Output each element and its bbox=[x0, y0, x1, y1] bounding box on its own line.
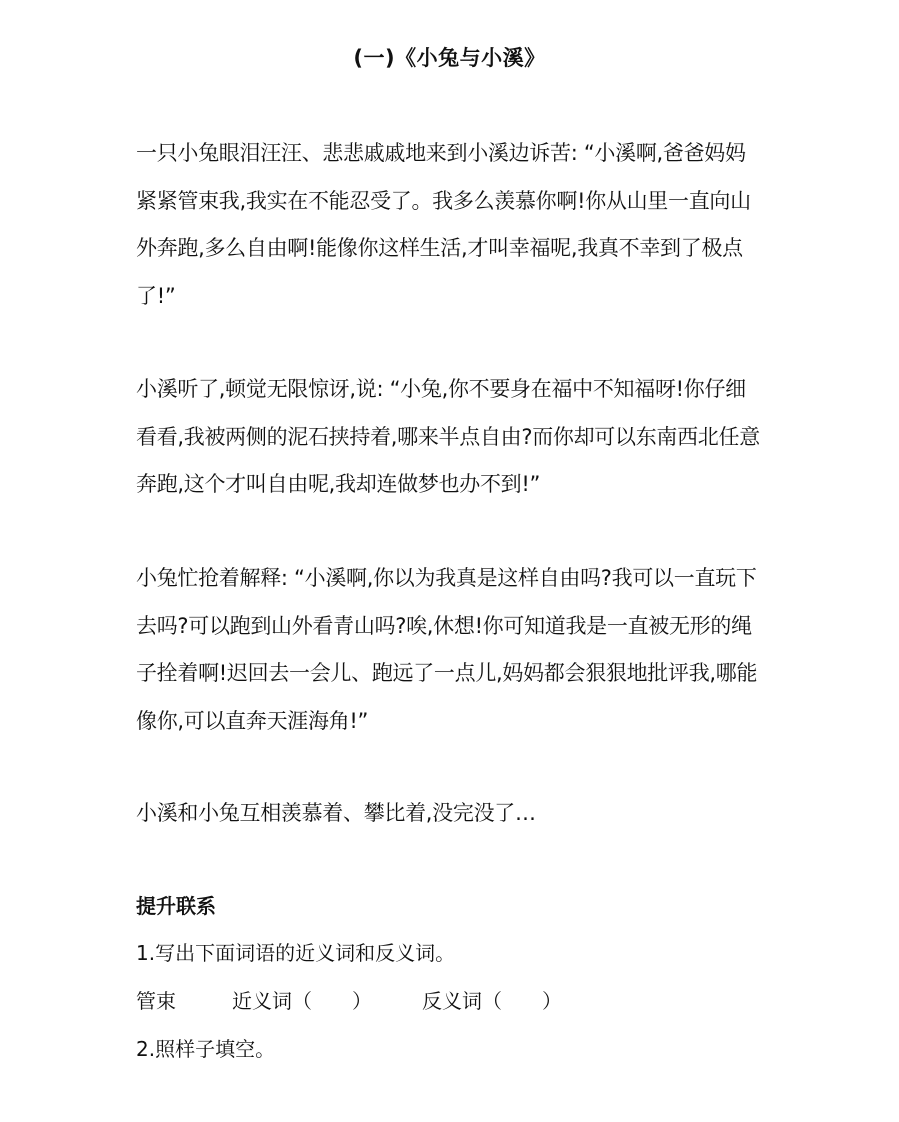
page-title: (一)《小兔与小溪》 bbox=[353, 46, 546, 70]
story-paragraph-1: 一只小兔眼泪汪汪、悲悲戚戚地来到小溪边诉苦: “小溪啊,爸爸妈妈紧紧管束我,我实在不能忍受了。我多么羡慕你啊!你从山里一直向山外奔跑,多么自由啊!能像你这样生活,才叫幸福呢,我真不幸到了极点了!” bbox=[136, 141, 751, 308]
target-word: 管束 bbox=[136, 989, 176, 1013]
exercise-heading: 提升联系 bbox=[136, 894, 216, 918]
antonym-blank: 反义词（ ） bbox=[422, 989, 562, 1013]
question-1: 1.写出下面词语的近义词和反义词。 bbox=[136, 941, 456, 965]
story-paragraph-4: 小溪和小兔互相羡慕着、攀比着,没完没了… bbox=[136, 801, 536, 825]
question-2: 2.照样子填空。 bbox=[136, 1037, 276, 1061]
story-paragraph-3: 小兔忙抢着解释: “小溪啊,你以为我真是这样自由吗?我可以一直玩下去吗?可以跑到山外看青山吗?唉,休想!你可知道我是一直被无形的绳子拴着啊!迟回去一会儿、跑远了一点儿,妈妈都会狠狠地批评我,哪能像你,可以直奔天涯海角!” bbox=[136, 566, 758, 733]
synonym-blank: 近义词（ ） bbox=[232, 989, 372, 1013]
question-1-fill-line bbox=[136, 983, 562, 1019]
story-paragraph-2: 小溪听了,顿觉无限惊讶,说: “小兔,你不要身在福中不知福呀!你仔细看看,我被两侧的泥石挟持着,哪来半点自由?而你却可以东南西北任意奔跑,这个才叫自由呢,我却连做梦也办不到!” bbox=[136, 377, 760, 496]
